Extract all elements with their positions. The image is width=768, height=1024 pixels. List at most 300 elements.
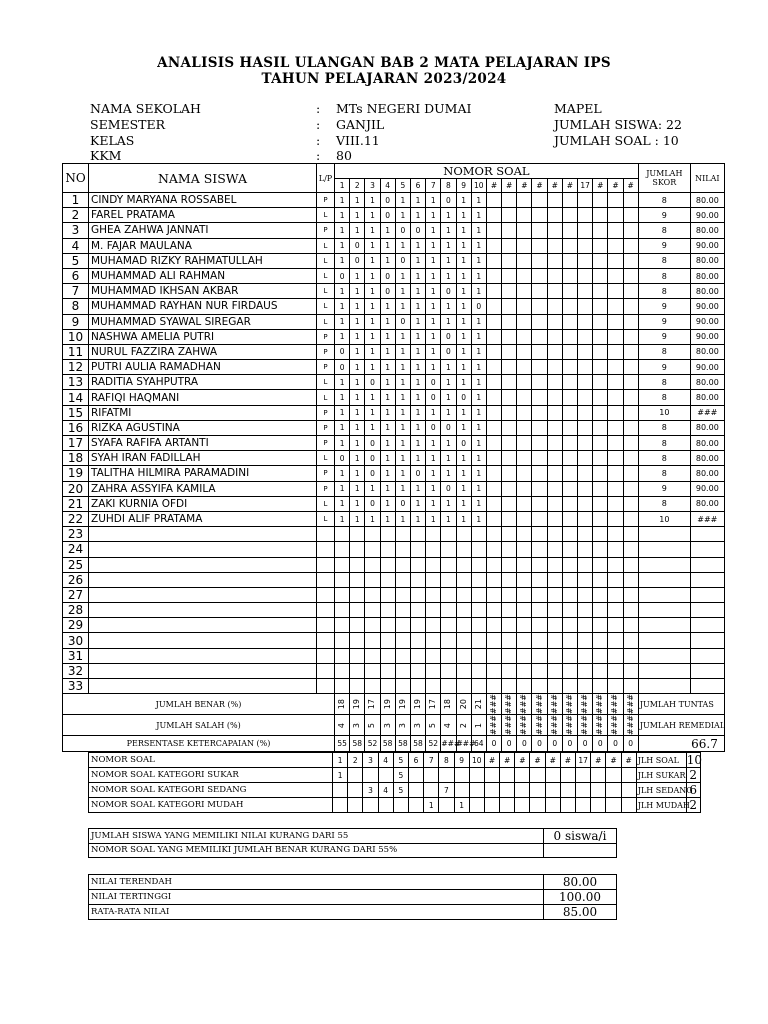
score-cell — [532, 360, 547, 375]
category-cell — [363, 798, 378, 813]
score-cell: 1 — [426, 299, 441, 314]
score-cell — [623, 208, 638, 223]
score-cell: 1 — [335, 511, 350, 526]
question-number: 10 — [471, 179, 486, 193]
empty-cell — [365, 572, 380, 587]
score-cell: 1 — [471, 451, 486, 466]
score-cell — [517, 466, 532, 481]
nilai: 80.00 — [690, 420, 724, 435]
score-cell: 1 — [335, 299, 350, 314]
score-cell: 1 — [410, 208, 425, 223]
jumlah-skor: 10 — [638, 405, 690, 420]
persentase-cell: 0 — [547, 736, 562, 751]
score-cell — [578, 299, 593, 314]
table-row — [63, 436, 725, 451]
empty-cell — [608, 542, 623, 557]
score-cell — [623, 481, 638, 496]
empty-cell — [547, 587, 562, 602]
score-cell: 1 — [380, 451, 395, 466]
score-cell: 1 — [395, 375, 410, 390]
nilai: 80.00 — [690, 375, 724, 390]
score-cell: 0 — [350, 238, 365, 253]
student-name: RAFIQI HAQMANI — [89, 390, 317, 405]
score-cell — [532, 451, 547, 466]
student-gender: L — [317, 375, 335, 390]
category-right-value: 2 — [686, 798, 700, 813]
empty-cell — [578, 527, 593, 542]
empty-cell — [638, 587, 690, 602]
score-cell: 1 — [426, 481, 441, 496]
rata-rata-value: 85.00 — [544, 905, 617, 920]
score-cell: 1 — [365, 344, 380, 359]
nilai: 90.00 — [690, 314, 724, 329]
empty-cell — [486, 587, 501, 602]
info-colon: : — [316, 148, 321, 163]
score-cell — [532, 511, 547, 526]
score-cell — [517, 253, 532, 268]
category-cell — [454, 768, 469, 783]
info-right: MAPEL — [554, 101, 602, 116]
score-cell: 1 — [410, 481, 425, 496]
table-row — [63, 360, 725, 375]
score-cell — [502, 375, 517, 390]
score-cell — [502, 451, 517, 466]
score-cell — [608, 360, 623, 375]
empty-cell — [395, 527, 410, 542]
category-cell — [515, 783, 530, 798]
student-gender: P — [317, 405, 335, 420]
category-cell — [545, 768, 560, 783]
empty-cell — [89, 618, 317, 633]
empty-cell — [547, 648, 562, 663]
empty-cell — [638, 633, 690, 648]
score-cell — [547, 466, 562, 481]
score-cell — [593, 253, 608, 268]
score-cell: 1 — [410, 420, 425, 435]
jumlah-benar-cell — [350, 694, 365, 715]
empty-cell — [380, 679, 395, 694]
jumlah-salah-cell — [532, 715, 547, 736]
empty-cell — [532, 618, 547, 633]
category-row — [89, 783, 701, 798]
score-cell: 1 — [365, 268, 380, 283]
score-cell: 0 — [395, 253, 410, 268]
empty-cell — [517, 542, 532, 557]
empty-cell — [441, 557, 456, 572]
score-cell: 1 — [395, 284, 410, 299]
score-cell: 1 — [365, 390, 380, 405]
score-cell — [547, 253, 562, 268]
table-row — [63, 284, 725, 299]
score-cell — [562, 436, 577, 451]
empty-cell — [623, 572, 638, 587]
empty-cell — [350, 663, 365, 678]
score-cell — [562, 451, 577, 466]
empty-cell — [350, 542, 365, 557]
empty-cell — [441, 618, 456, 633]
empty-cell — [380, 572, 395, 587]
score-cell — [593, 299, 608, 314]
question-number: 1 — [335, 179, 350, 193]
student-name: GHEA ZAHWA JANNATI — [89, 223, 317, 238]
empty-cell — [638, 648, 690, 663]
score-cell — [547, 496, 562, 511]
score-cell: 1 — [380, 481, 395, 496]
jumlah-salah-cell — [517, 715, 532, 736]
score-cell — [593, 420, 608, 435]
category-cell: 7 — [439, 783, 454, 798]
category-cell — [621, 783, 636, 798]
category-cell — [591, 783, 606, 798]
student-name: NASHWA AMELIA PUTRI — [89, 329, 317, 344]
score-cell — [502, 405, 517, 420]
score-cell: 0 — [395, 314, 410, 329]
score-cell: 1 — [365, 314, 380, 329]
score-cell — [486, 451, 501, 466]
score-cell: 1 — [426, 344, 441, 359]
score-cell — [578, 238, 593, 253]
student-gender: P — [317, 329, 335, 344]
score-cell: 1 — [471, 375, 486, 390]
jumlah-skor: 8 — [638, 223, 690, 238]
score-cell — [562, 268, 577, 283]
empty-cell — [562, 587, 577, 602]
score-cell — [608, 420, 623, 435]
score-cell: 1 — [335, 420, 350, 435]
empty-cell — [89, 542, 317, 557]
score-cell — [486, 496, 501, 511]
score-cell — [578, 208, 593, 223]
empty-cell — [532, 587, 547, 602]
empty-cell — [593, 648, 608, 663]
student-gender: L — [317, 314, 335, 329]
category-cell — [408, 783, 423, 798]
empty-cell — [608, 618, 623, 633]
score-cell: 1 — [335, 466, 350, 481]
score-cell — [608, 375, 623, 390]
category-cell — [348, 768, 363, 783]
empty-cell — [623, 587, 638, 602]
score-cell: 1 — [395, 360, 410, 375]
jumlah-salah-cell — [395, 715, 410, 736]
score-cell: 1 — [471, 193, 486, 208]
empty-cell — [486, 572, 501, 587]
jumlah-benar-value: 20 — [458, 699, 468, 710]
empty-cell — [410, 618, 425, 633]
score-cell — [547, 208, 562, 223]
student-gender: L — [317, 451, 335, 466]
persentase-cell: 58 — [380, 736, 395, 751]
nilai: 80.00 — [690, 451, 724, 466]
table-row — [63, 375, 725, 390]
empty-cell — [395, 633, 410, 648]
jumlah-salah-value: ### — [595, 715, 605, 736]
student-name: MUHAMMAD ALI RAHMAN — [89, 268, 317, 283]
score-cell — [486, 329, 501, 344]
score-cell — [623, 284, 638, 299]
score-cell — [578, 344, 593, 359]
score-cell: 1 — [395, 268, 410, 283]
stats-table — [88, 874, 617, 920]
title-line-1: ANALISIS HASIL ULANGAN BAB 2 MATA PELAJARAN IPS — [157, 55, 611, 71]
empty-cell — [395, 587, 410, 602]
empty-cell — [441, 542, 456, 557]
empty-cell — [335, 679, 350, 694]
score-cell: 1 — [456, 284, 471, 299]
jumlah-benar-value: 18 — [337, 699, 347, 710]
score-cell: 1 — [395, 299, 410, 314]
score-cell — [502, 253, 517, 268]
empty-cell — [365, 618, 380, 633]
empty-cell — [471, 633, 486, 648]
score-cell — [502, 390, 517, 405]
category-cell: 17 — [576, 753, 591, 768]
score-cell: 1 — [395, 329, 410, 344]
score-cell: 1 — [350, 268, 365, 283]
score-cell — [532, 390, 547, 405]
jumlah-benar-cell — [623, 694, 638, 715]
persentase-cell: ### — [441, 736, 456, 751]
header-name: NAMA SISWA — [89, 164, 317, 193]
empty-cell — [471, 603, 486, 618]
empty-cell — [547, 527, 562, 542]
score-cell — [562, 466, 577, 481]
score-cell — [578, 436, 593, 451]
jumlah-benar-value: 17 — [367, 699, 377, 710]
empty-cell — [486, 527, 501, 542]
nilai: ### — [690, 405, 724, 420]
row-no: 11 — [63, 344, 89, 359]
score-cell: 1 — [471, 511, 486, 526]
row-no: 5 — [63, 253, 89, 268]
empty-cell — [89, 557, 317, 572]
score-cell: 0 — [380, 268, 395, 283]
student-name: PUTRI AULIA RAMADHAN — [89, 360, 317, 375]
question-number: # — [532, 179, 547, 193]
category-cell: 10 — [469, 753, 484, 768]
score-cell: 1 — [350, 405, 365, 420]
empty-cell — [471, 618, 486, 633]
empty-cell — [486, 603, 501, 618]
empty-cell — [410, 603, 425, 618]
empty-cell — [532, 572, 547, 587]
row-no: 24 — [63, 542, 89, 557]
nilai: ### — [690, 511, 724, 526]
score-cell: 1 — [471, 466, 486, 481]
soal-kurang-value — [544, 844, 617, 858]
question-number: 3 — [365, 179, 380, 193]
score-cell — [608, 299, 623, 314]
empty-cell — [623, 618, 638, 633]
score-cell: 0 — [335, 268, 350, 283]
score-cell: 1 — [335, 253, 350, 268]
persentase-cell: 52 — [426, 736, 441, 751]
score-cell: 1 — [456, 511, 471, 526]
empty-cell — [335, 633, 350, 648]
jumlah-salah-cell — [623, 715, 638, 736]
score-cell — [517, 238, 532, 253]
score-cell — [486, 436, 501, 451]
empty-cell — [395, 679, 410, 694]
nilai: 80.00 — [690, 193, 724, 208]
score-cell — [517, 193, 532, 208]
row-no: 7 — [63, 284, 89, 299]
empty-cell — [317, 633, 335, 648]
score-cell — [608, 284, 623, 299]
score-cell: 1 — [410, 193, 425, 208]
score-cell — [517, 451, 532, 466]
student-name: RADITIA SYAHPUTRA — [89, 375, 317, 390]
empty-cell — [365, 557, 380, 572]
score-cell: 1 — [456, 481, 471, 496]
empty-cell — [623, 557, 638, 572]
empty-cell — [471, 527, 486, 542]
row-no: 28 — [63, 603, 89, 618]
score-cell — [547, 284, 562, 299]
score-cell: 1 — [456, 193, 471, 208]
category-label: NOMOR SOAL KATEGORI MUDAH — [89, 798, 333, 813]
table-row — [63, 633, 725, 648]
score-cell — [532, 314, 547, 329]
empty-cell — [562, 557, 577, 572]
empty-cell — [441, 633, 456, 648]
empty-cell — [471, 663, 486, 678]
empty-cell — [471, 542, 486, 557]
category-cell: 5 — [393, 783, 408, 798]
category-table — [88, 752, 701, 813]
empty-cell — [350, 633, 365, 648]
empty-cell — [502, 663, 517, 678]
jumlah-skor: 8 — [638, 420, 690, 435]
category-cell — [545, 783, 560, 798]
score-cell: 1 — [350, 436, 365, 451]
score-cell: 1 — [471, 390, 486, 405]
category-label: NOMOR SOAL — [89, 753, 333, 768]
score-cell — [547, 451, 562, 466]
empty-cell — [365, 542, 380, 557]
empty-cell — [638, 557, 690, 572]
score-cell: 1 — [380, 360, 395, 375]
score-cell — [562, 208, 577, 223]
category-right-value: 6 — [686, 783, 700, 798]
info-label: NAMA SEKOLAH — [90, 101, 201, 116]
score-cell — [593, 496, 608, 511]
empty-cell — [502, 633, 517, 648]
score-cell — [593, 314, 608, 329]
table-row — [63, 527, 725, 542]
score-cell — [547, 420, 562, 435]
score-cell: 1 — [410, 360, 425, 375]
score-cell: 1 — [395, 390, 410, 405]
persentase-cell: 0 — [502, 736, 517, 751]
score-cell — [593, 360, 608, 375]
table-row — [63, 587, 725, 602]
jumlah-salah-value: 3 — [352, 722, 362, 728]
score-cell — [532, 375, 547, 390]
nilai: 90.00 — [690, 208, 724, 223]
empty-cell — [593, 557, 608, 572]
empty-cell — [593, 663, 608, 678]
score-cell: 1 — [441, 405, 456, 420]
score-cell — [532, 436, 547, 451]
empty-cell — [410, 663, 425, 678]
score-cell — [593, 238, 608, 253]
info-label: KELAS — [90, 133, 135, 148]
category-cell — [606, 798, 621, 813]
empty-cell — [562, 527, 577, 542]
empty-cell — [365, 527, 380, 542]
header-lp: L/P — [317, 164, 335, 193]
score-cell — [517, 436, 532, 451]
empty-cell — [335, 587, 350, 602]
jumlah-salah-cell — [365, 715, 380, 736]
header-no: NO — [63, 164, 89, 193]
score-cell — [593, 268, 608, 283]
score-cell — [517, 481, 532, 496]
jumlah-skor: 8 — [638, 390, 690, 405]
empty-cell — [578, 618, 593, 633]
jumlah-skor: 8 — [638, 193, 690, 208]
score-cell: 0 — [335, 344, 350, 359]
jumlah-skor: 9 — [638, 481, 690, 496]
empty-cell — [335, 663, 350, 678]
score-cell — [517, 284, 532, 299]
category-cell — [469, 783, 484, 798]
empty-cell — [547, 542, 562, 557]
score-cell — [608, 238, 623, 253]
score-cell — [578, 481, 593, 496]
score-cell: 1 — [410, 253, 425, 268]
empty-cell — [350, 557, 365, 572]
category-cell — [424, 768, 439, 783]
score-cell — [502, 208, 517, 223]
jumlah-salah-cell — [456, 715, 471, 736]
score-cell: 1 — [335, 390, 350, 405]
score-cell: 0 — [365, 466, 380, 481]
empty-cell — [608, 557, 623, 572]
score-cell: 1 — [441, 299, 456, 314]
nilai-tertinggi-value: 100.00 — [544, 890, 617, 905]
empty-cell — [456, 557, 471, 572]
score-cell — [593, 436, 608, 451]
jumlah-benar-cell — [456, 694, 471, 715]
jumlah-skor: 9 — [638, 208, 690, 223]
score-cell — [517, 405, 532, 420]
question-number: 5 — [395, 179, 410, 193]
jumlah-benar-value: ### — [580, 694, 590, 715]
score-cell: 1 — [335, 208, 350, 223]
empty-cell — [623, 542, 638, 557]
empty-cell — [502, 648, 517, 663]
score-cell: 0 — [335, 360, 350, 375]
question-number: # — [593, 179, 608, 193]
score-cell: 1 — [471, 496, 486, 511]
score-cell: 1 — [441, 511, 456, 526]
score-cell — [623, 253, 638, 268]
score-cell — [517, 223, 532, 238]
student-name: ZUHDI ALIF PRATAMA — [89, 511, 317, 526]
empty-cell — [471, 648, 486, 663]
score-cell — [547, 375, 562, 390]
score-cell: 1 — [471, 329, 486, 344]
jumlah-benar-cell — [486, 694, 501, 715]
empty-cell — [317, 527, 335, 542]
table-row — [63, 451, 725, 466]
score-cell: 1 — [471, 481, 486, 496]
table-row — [63, 618, 725, 633]
category-cell — [621, 798, 636, 813]
score-cell — [532, 496, 547, 511]
